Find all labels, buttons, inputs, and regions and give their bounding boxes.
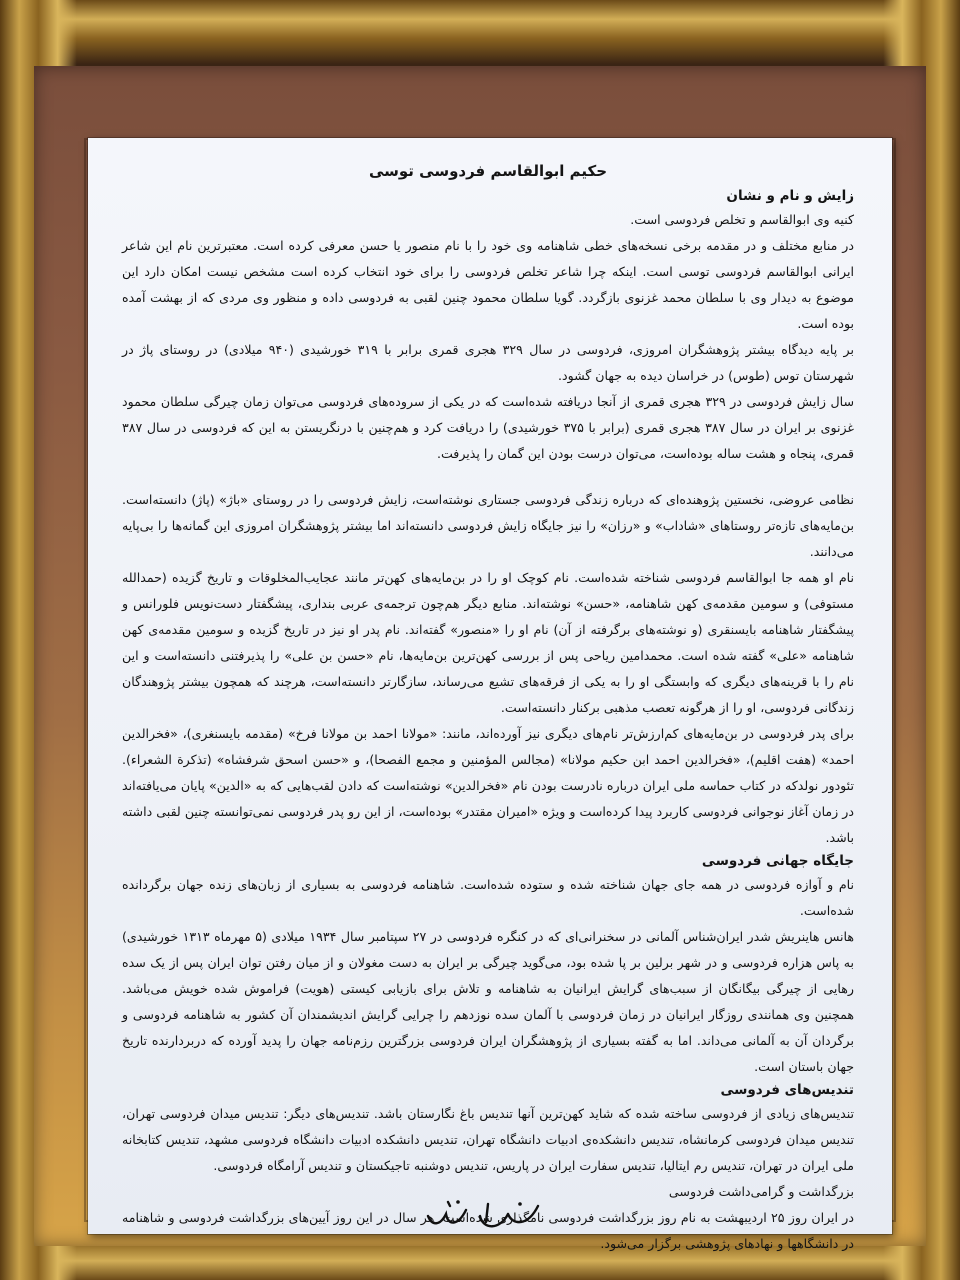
paragraph: نام او همه جا ابوالقاسم فردوسی شناخته شده‌است. نام کوچک او را در بن‌مایه‌های کهن‌تر مانند عجایب‌المخلوقات و تاریخ گزیده (حمدالله مستوفی) و سومین مقدمه‌ی کهن شاهنامه، «حسن» نوشته‌اند. منابع دیگر هم‌چون ترجمه‌ی عربی بنداری، پیشگفتار دست‌نویس فلورانس و پیشگفتار شاهنامه بایسنقری (و نوشته‌های برگرفته از آن) نام او را «منصور» گفته‌اند. نام پدر او نیز در تاریخ گزیده و سومین مقدمه‌ی کهن شاهنامه «علی» گفته شده است. محمدامین ریاحی پس از بررسی کهن‌ترین بن‌مایه‌ها، نام «حسن بن علی» را پذیرفتنی دانسته‌است و این نام را با قرینه‌های دیگری که وابستگی او را به یکی از فرقه‌های تشیع می‌رساند، سازگارتر دانسته‌است، هرچند که همچون بیشتر پژوهندگان زندگانی فردوسی، او را از هرگونه تعصب مذهبی برکنار دانسته‌است.: [122, 570, 854, 715]
paragraph: در منابع مختلف و در مقدمه برخی نسخه‌های خطی شاهنامه وی خود را با نام منصور یا حسن معرفی کرده است. معتبرترین نام این شاعر ایرانی ابوالقاسم فردوسی توسی است. اینکه چرا شاعر تخلص فردوسی را برای خود انتخاب کرده است مشخص نیست امکان دارد این موضوع به دیدار وی با سلطان محمد غزنوی بازگردد. گویا سلطان محمود چنین لقبی به فردوسی داده و منظور وی مردی که از بهشت آمده بوده است.: [122, 238, 854, 331]
document-page: [88, 138, 892, 1251]
section-heading-birth: زایش و نام و نشان: [726, 188, 854, 204]
paragraph: هانس هاینریش شدر ایران‌شناس آلمانی در سخنرانی‌ای که در کنگره فردوسی در ۲۷ سپتامبر سال ۱۹۳۴ میلادی (۵ مهرماه ۱۳۱۳ خورشیدی) به پاس هزاره فردوسی و در شهر برلین بر پا شده بود، می‌گوید چیرگی بر ایران به دست مغولان و از میان رفتن توان ایران پس از یک سده رهایی از چیرگی بیگانگان از سبب‌های گرایش ایرانیان به شاهنامه و تلاش برای بازیابی کیستی (هویت) فراموش شده خویش می‌باشد. همچنین وی همانندی روزگار ایرانیان در زمان فردوسی با آلمان سده نوزدهم را چرایی گرایش اندیشمندان آن کشور به شاهنامه فردوسی و برگردان آن به آلمانی می‌داند. اما به گفته بسیاری از پژوهشگران ایران فردوسی بزرگترین رزم‌نامه جهان را پدید آورده که دربردارنده تاریخ جهان باستان است.: [122, 929, 855, 1074]
section-heading-statues: تندیس‌های فردوسی: [720, 1082, 854, 1098]
paragraph-gap: [122, 467, 854, 487]
paragraph: در ایران روز ۲۵ اردیبهشت به نام روز بزرگداشت فردوسی نامگذاری شده‌است. هر سال در این روز آیین‌های بزرگداشت فردوسی و شاهنامه در دانشگاهها و نهادهای پژوهشی برگزار می‌شود.: [122, 1210, 854, 1251]
paragraph: بر پایه دیدگاه بیشتر پژوهشگران امروزی، فردوسی در سال ۳۲۹ هجری قمری برابر با ۳۱۹ خورشیدی (۹۴۰ میلادی) در روستای پاژ در شهرستان توس (طوس) در خراسان دیده به جهان گشود.: [122, 342, 854, 383]
paragraph-subtitle: بزرگداشت و گرامی‌داشت فردوسی: [668, 1184, 854, 1199]
paragraph: تندیس‌های زیادی از فردوسی ساخته شده که شاید کهن‌ترین آنها تندیس باغ نگارستان باشد. تندیس‌های دیگر: تندیس میدان فردوسی تهران، تندیس میدان فردوسی کرمانشاه، تندیس دانشکده‌ی ادبیات دانشگاه تهران، تندیس دانشکده ادبیات دانشگاه فردوسی مشهد، تندیس کتابخانه ملی ایران در تهران، تندیس رم ایتالیا، تندیس سفارت ایران در پاریس، تندیس دوشنبه تاجیکستان و تندیس آرامگاه فردوسی.: [122, 1106, 854, 1173]
section-heading-world-status: جایگاه جهانی فردوسی: [701, 853, 854, 869]
paragraph: کنیه وی ابوالقاسم و تخلص فردوسی است.: [630, 212, 854, 227]
paragraph: نظامی عروضی، نخستین پژوهنده‌ای که درباره زندگی فردوسی جستاری نوشته‌است، زایش فردوسی را در روستای «باژ» (پاژ) دانسته‌است. بن‌مایه‌های تازه‌تر روستاهای «شاداب» و «رزان» را نیز جایگاه زایش فردوسی دانسته‌اند اما بیشتر پژوهشگران امروزی این گمانه‌ها را بی‌پایه می‌دانند.: [122, 492, 854, 559]
signature: [388, 1196, 588, 1236]
document-title: حکیم ابوالقاسم فردوسی توسی: [368, 162, 608, 180]
signature-drawing: [388, 1196, 588, 1236]
paragraph: سال زایش فردوسی در ۳۲۹ هجری قمری از آنجا دریافته شده‌است که در یکی از سروده‌های فردوسی می‌توان زمان چیرگی سلطان محمود غزنوی بر ایران در سال ۳۸۷ هجری قمری (برابر با ۳۷۵ خورشیدی) را دریافت کرد و هم‌چنین با درنگریستن به این که فردوسی در سال ۳۸۷ قمری، پنجاه و هشت ساله بوده‌است، می‌توان درست بودن این گمان را پذیرفت.: [122, 394, 854, 461]
paragraph: برای پدر فردوسی در بن‌مایه‌های کم‌ارزش‌تر نام‌های دیگری نیز آورده‌اند، مانند: «مولانا احمد بن مولانا فرخ» (مقدمه بایسنغری)، «فخرالدین احمد» (هفت اقلیم)، «فخرالدین احمد ابن حکیم مولانا» (مجالس المؤمنین و مجمع الفصحا)، و «حسن اسحق شرفشاه» (تذکرة الشعراء). تئودور نولدکه در کتاب حماسه ملی ایران درباره نادرست بودن نام «فخرالدین» نوشته‌است که دادن لقب‌هایی که به «الدین» پایان می‌یافته‌اند در زمان آغاز نوجوانی فردوسی کاربرد پیدا کرده‌است و ویژه «امیران مقتدر» بوده‌است، از این رو پدر فردوسی نمی‌توانسته چنین لقبی داشته باشد.: [122, 726, 854, 845]
paragraph: نام و آوازه فردوسی در همه جای جهان شناخته شده و ستوده شده‌است. شاهنامه فردوسی به بسیاری از زبان‌های زنده جهان برگردانده شده‌است.: [122, 877, 854, 918]
